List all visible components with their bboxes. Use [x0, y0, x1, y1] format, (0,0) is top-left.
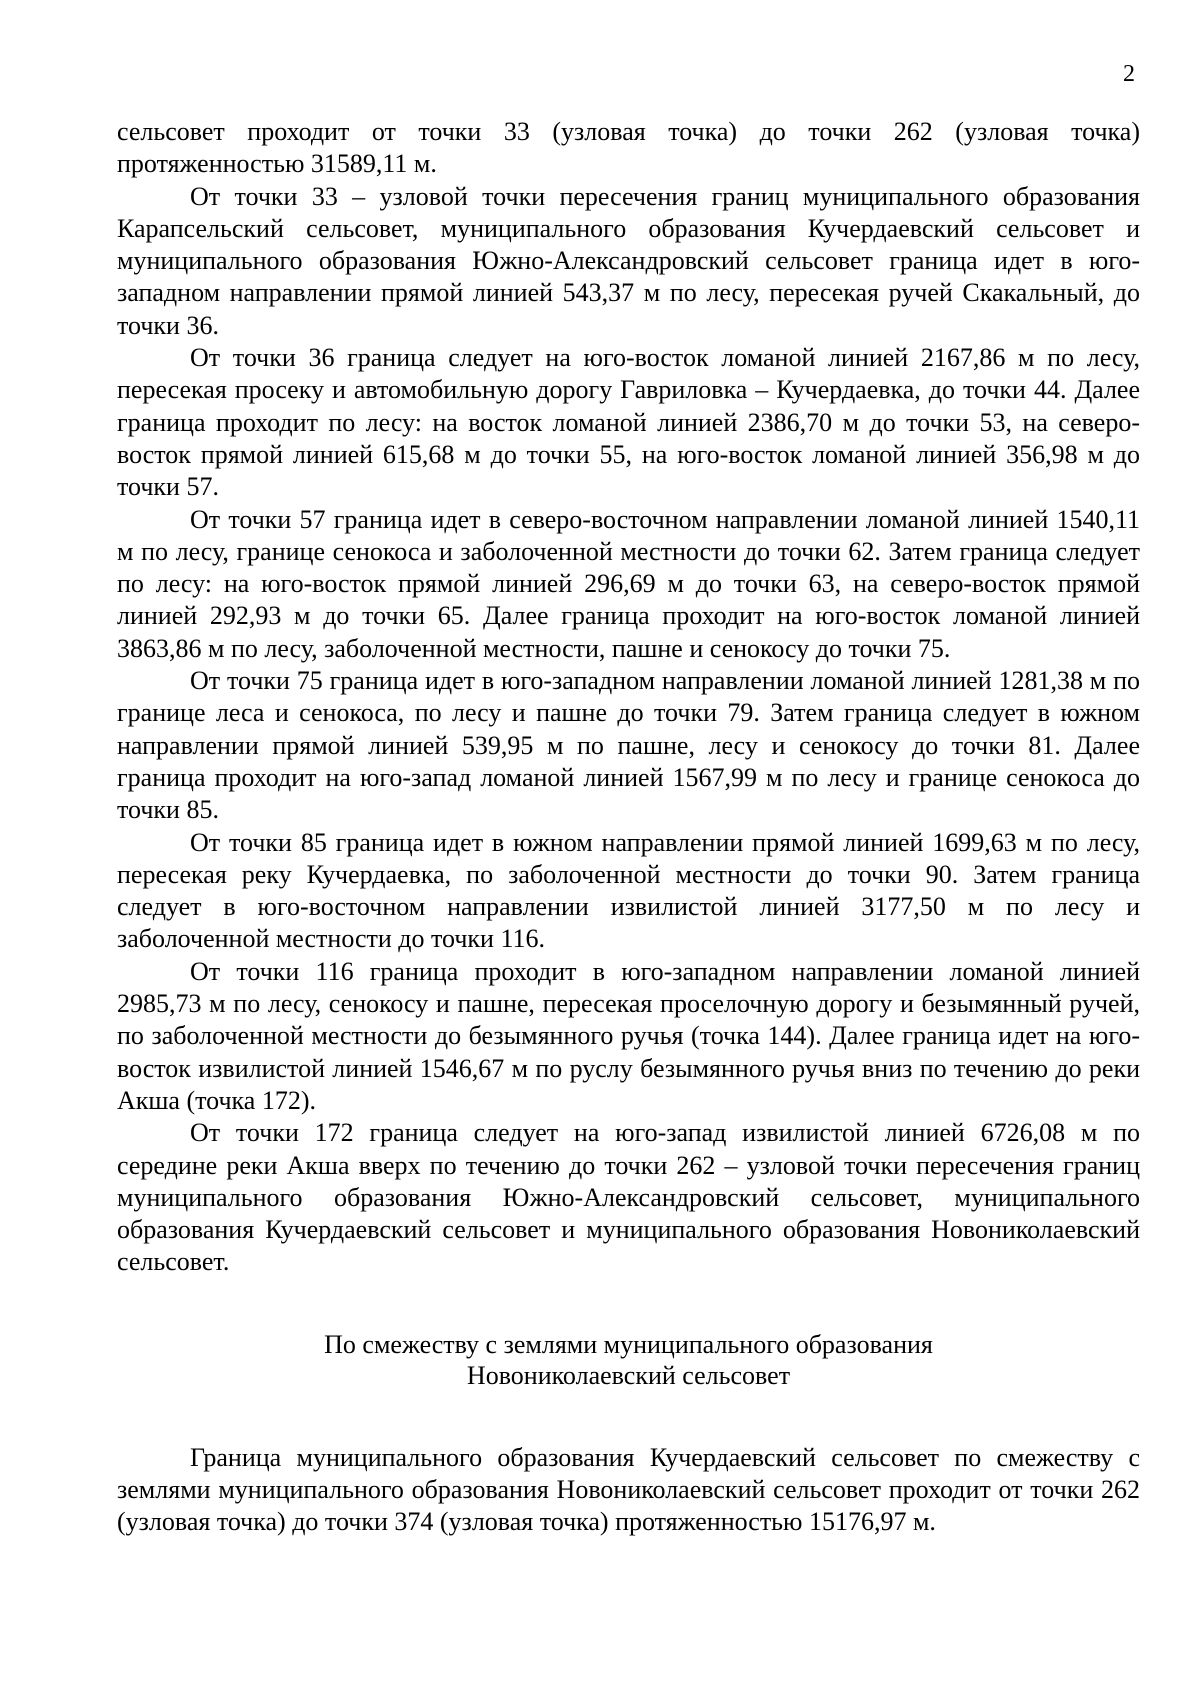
paragraph-point-85: От точки 85 граница идет в южном направлении прямой линией 1699,63 м по лесу, пересекая реку Кучердаевка, по заболоченной местности до точки 90. Затем граница следует в юго-восточном направлении извилистой линией 3177,50 м по лесу и заболоченной местности до точки 116.	[117, 827, 1140, 954]
section-heading	[117, 1329, 1140, 1391]
section-heading-line-2: Новониколаевский сельсовет	[466, 1360, 791, 1390]
paragraph-point-172: От точки 172 граница следует на юго-запад извилистой линией 6726,08 м по середине реки Акша вверх по течению до точки 262 – узловой точки пересечения границ муниципального образования Южно-Александровский сельсовет, муниципального образования Кучердаевский сельсовет и муниципального образования Новониколаевский сельсовет.	[117, 1118, 1140, 1277]
document-body	[117, 116, 1140, 1539]
paragraph-point-75: От точки 75 граница идет в юго-западном направлении ломаной линией 1281,38 м по границе леса и сенокоса, по лесу и пашне до точки 79. Затем граница следует в южном направлении прямой линией 539,95 м по пашне, лесу и сенокосу до точки 81. Далее граница проходит на юго-запад ломаной линией 1567,99 м по лесу и границе сенокоса до точки 85.	[117, 666, 1140, 825]
section-heading-line-1: По смежеству с землями муниципального образования	[324, 1329, 933, 1359]
page-number: 2	[1123, 61, 1135, 87]
paragraph-point-33: От точки 33 – узловой точки пересечения границ муниципального образования Карапсельский сельсовет, муниципального образования Кучердаевский сельсовет и муниципального образования Южно-Александровский сельсовет граница идет в юго-западном направлении прямой линией 543,37 м по лесу, пересекая ручей Скакальный, до точки 36.	[117, 181, 1140, 340]
paragraph-point-116: От точки 116 граница проходит в юго-западном направлении ломаной линией 2985,73 м по лесу, сенокосу и пашне, пересекая проселочную дорогу и безымянный ручей, по заболоченной местности до безымянного ручья (точка 144). Далее граница идет на юго-восток извилистой линией 1546,67 м по руслу безымянного ручья вниз по течению до реки Акша (точка 172).	[117, 956, 1140, 1115]
paragraph-closing: Граница муниципального образования Кучердаевский сельсовет по смежеству с землями муниципального образования Новониколаевский сельсовет проходит от точки 262 (узловая точка) до точки 374 (узловая точка) протяженностью 15176,97 м.	[117, 1442, 1140, 1537]
paragraph-continuation: сельсовет проходит от точки 33 (узловая точка) до точки 262 (узловая точка) протяженностью 31589,11 м.	[117, 117, 1140, 179]
paragraph-point-36: От точки 36 граница следует на юго-восток ломаной линией 2167,86 м по лесу, пересекая просеку и автомобильную дорогу Гавриловка – Кучердаевка, до точки 44. Далее граница проходит по лесу: на восток ломаной линией 2386,70 м до точки 53, на северо-восток прямой линией 615,68 м до точки 55, на юго-восток ломаной линией 356,98 м до точки 57.	[117, 343, 1140, 502]
paragraph-point-57: От точки 57 граница идет в северо-восточном направлении ломаной линией 1540,11 м по лесу, границе сенокоса и заболоченной местности до точки 62. Затем граница следует по лесу: на юго-восток прямой линией 296,69 м до точки 63, на северо-восток прямой линией 292,93 м до точки 65. Далее граница проходит на юго-восток ломаной линией 3863,86 м по лесу, заболоченной местности, пашне и сенокосу до точки 75.	[117, 504, 1140, 663]
